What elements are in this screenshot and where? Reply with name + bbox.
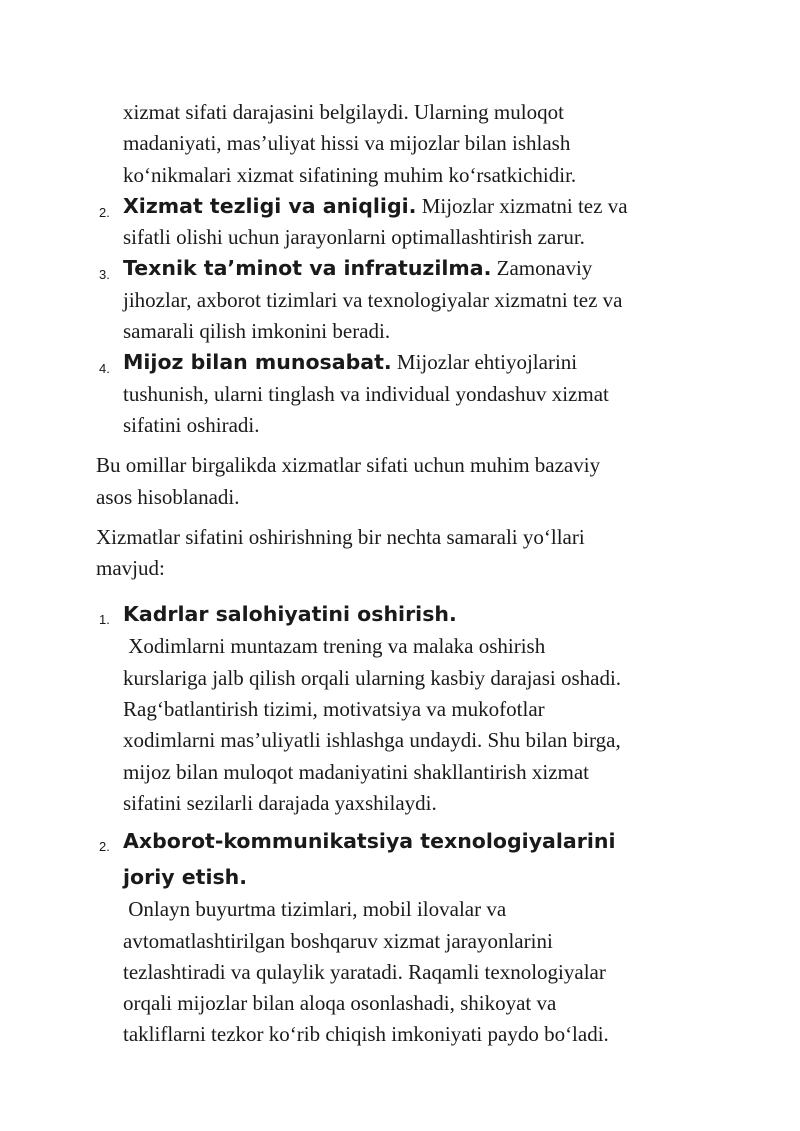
text-line: mavjud: <box>96 556 165 581</box>
intro-continuation <box>123 97 716 191</box>
text-line: orqali mijozlar bilan aloqa osonlashadi, shikoyat va <box>123 991 557 1016</box>
text-line: Xodimlarni muntazam trening va malaka oshirish <box>123 634 546 659</box>
way-title: Axborot-kommunikatsiya texnologiyalarini <box>123 829 616 854</box>
way-title: joriy etish. <box>123 865 248 890</box>
way-title: Kadrlar salohiyatini oshirish. <box>123 602 457 627</box>
text-line: Mijozlar xizmatni tez va <box>416 193 628 218</box>
text-line: asos hisoblanadi. <box>96 484 240 509</box>
text-line: tushunish, ularni tinglash va individual yondashuv xizmat <box>123 381 609 406</box>
text-line: sifatli olishi uchun jarayonlarni optimallashtirish zarur. <box>123 225 585 250</box>
text-line: Bu omillar birgalikda xizmatlar sifati uchun muhim bazaviy <box>96 453 601 478</box>
text-line: sifatini sezilarli darajada yaxshilaydi. <box>123 790 437 815</box>
list-number: 3. <box>99 267 110 283</box>
text-line: jihozlar, axborot tizimlari va texnologiyalar xizmatni tez va <box>123 287 623 312</box>
text-line: Zamonaviy <box>491 256 593 281</box>
factor-title: Texnik ta’minot va infratuzilma. <box>123 256 492 281</box>
factor-title: Mijoz bilan munosabat. <box>123 350 392 375</box>
text-line: ko‘nikmalari xizmat sifatining muhim ko‘rsatkichidir. <box>123 162 577 187</box>
paragraph <box>96 522 716 585</box>
factor-item <box>99 191 716 254</box>
document-page <box>96 97 716 1051</box>
list-number: 2. <box>99 204 110 220</box>
list-number: 4. <box>99 361 110 377</box>
list-number: 2. <box>99 839 110 855</box>
text-line: samarali qilish imkonini beradi. <box>123 319 391 344</box>
list-number: 1. <box>99 612 110 628</box>
text-line: Xizmatlar sifatini oshirishning bir nechta samarali yo‘llari <box>96 524 585 549</box>
text-line: mijoz bilan muloqot madaniyatini shakllantirish xizmat <box>123 759 589 784</box>
text-line: Onlayn buyurtma tizimlari, mobil ilovalar va <box>123 897 507 922</box>
text-line: takliflarni tezkor ko‘rib chiqish imkoniyati paydo bo‘ladi. <box>123 1022 609 1047</box>
text-line: madaniyati, mas’uliyat hissi va mijozlar bilan ishlash <box>123 131 571 156</box>
text-line: Rag‘batlantirish tizimi, motivatsiya va mukofotlar <box>123 697 545 722</box>
paragraph <box>96 450 716 513</box>
text-line: avtomatlashtirilgan boshqaruv xizmat jarayonlarini <box>123 928 553 953</box>
factor-item <box>99 347 716 441</box>
way-item <box>99 825 716 1050</box>
text-line: sifatini oshiradi. <box>123 412 260 437</box>
text-line: xizmat sifati darajasini belgilaydi. Ularning muloqot <box>123 100 564 124</box>
way-item <box>99 598 716 819</box>
text-line: xodimlarni mas’uliyatli ishlashga undaydi. Shu bilan birga, <box>123 728 621 753</box>
factor-item <box>99 253 716 347</box>
factor-title: Xizmat tezligi va aniqligi. <box>123 193 417 218</box>
text-line: Mijozlar ehtiyojlarini <box>391 350 578 375</box>
text-line: tezlashtiradi va qulaylik yaratadi. Raqamli texnologiyalar <box>123 959 606 984</box>
text-line: kurslariga jalb qilish orqali ularning kasbiy darajasi oshadi. <box>123 665 622 690</box>
